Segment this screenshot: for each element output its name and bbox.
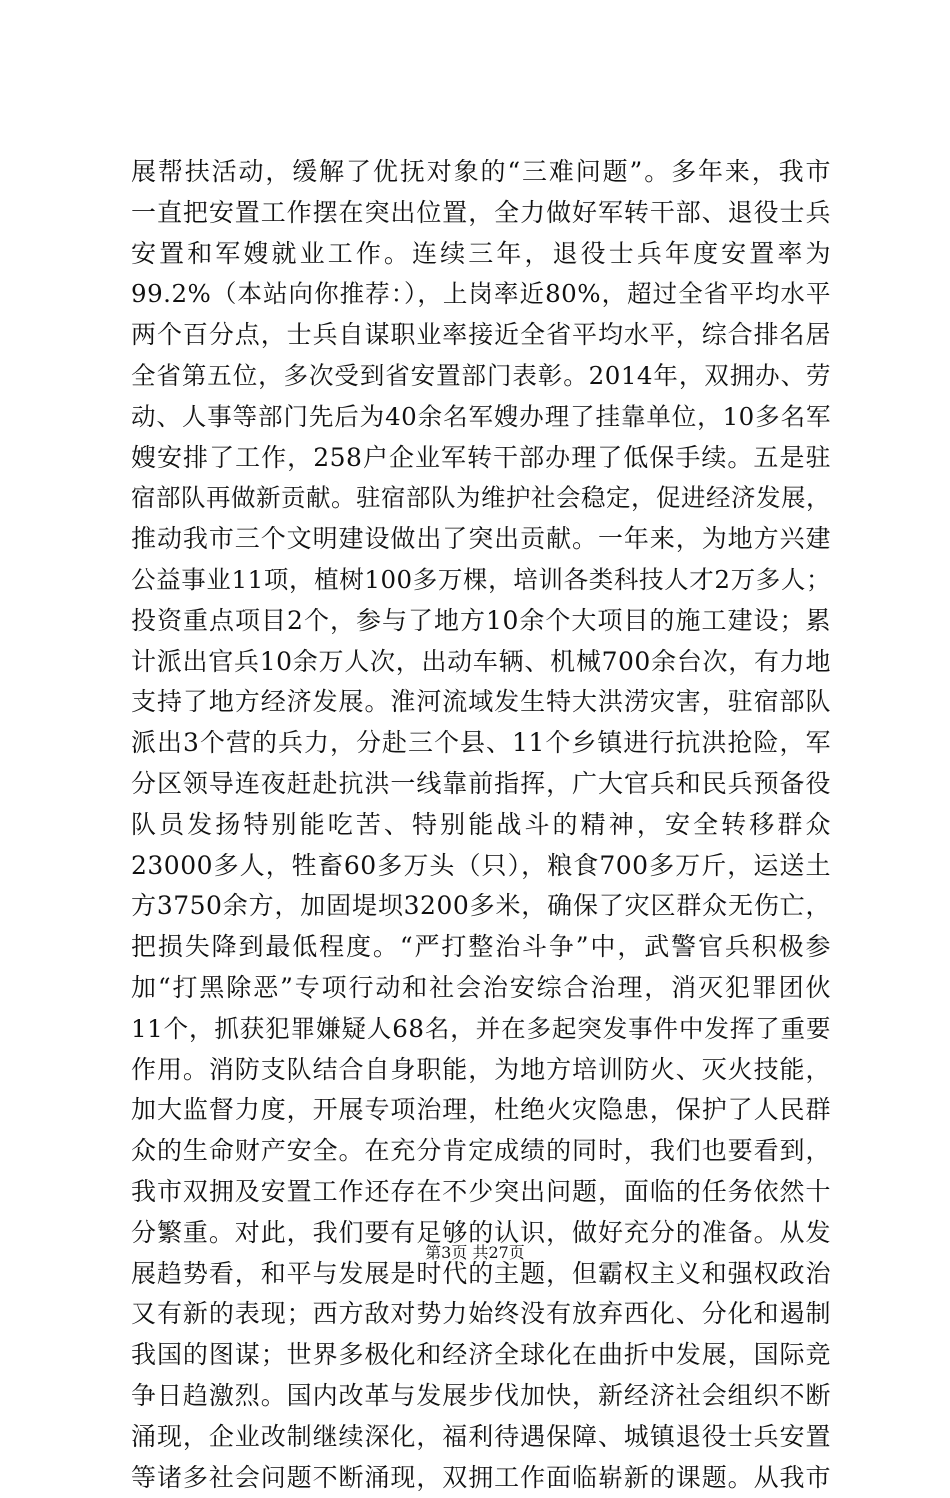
text-line: 投资重点项目2个，参与了地方10余个大项目的施工建设；累 xyxy=(131,601,831,642)
text-line: 99.2%（本站向你推荐：），上岗率近80%，超过全省平均水平 xyxy=(131,274,831,315)
text-line: 加大监督力度，开展专项治理，杜绝火灾隐患，保护了人民群 xyxy=(131,1090,831,1131)
text-line: 涌现，企业改制继续深化，福利待遇保障、城镇退役士兵安置 xyxy=(131,1417,831,1458)
text-line: 我市双拥及安置工作还存在不少突出问题，面临的任务依然十 xyxy=(131,1172,831,1213)
text-line: 加“打黑除恶”专项行动和社会治安综合治理，消灭犯罪团伙 xyxy=(131,968,831,1009)
page-number: 第3页 共27页 xyxy=(0,1243,950,1263)
text-line: 展帮扶活动，缓解了优抚对象的“三难问题”。多年来，我市 xyxy=(131,152,831,193)
body-text xyxy=(131,152,831,1498)
text-line: 队员发扬特别能吃苦、特别能战斗的精神，安全转移群众 xyxy=(131,805,831,846)
text-line: 展趋势看，和平与发展是时代的主题，但霸权主义和强权政治 xyxy=(131,1254,831,1295)
text-line: 宿部队再做新贡献。驻宿部队为维护社会稳定，促进经济发展， xyxy=(131,478,831,519)
text-line: 两个百分点，士兵自谋职业率接近全省平均水平，综合排名居 xyxy=(131,315,831,356)
text-line: 争日趋激烈。国内改革与发展步伐加快，新经济社会组织不断 xyxy=(131,1376,831,1417)
text-line: 动、人事等部门先后为40余名军嫂办理了挂靠单位，10多名军 xyxy=(131,397,831,438)
text-line: 11个，抓获犯罪嫌疑人68名，并在多起突发事件中发挥了重要 xyxy=(131,1009,831,1050)
text-line: 把损失降到最低程度。“严打整治斗争”中，武警官兵积极参 xyxy=(131,927,831,968)
text-line: 派出3个营的兵力，分赴三个县、11个乡镇进行抗洪抢险，军 xyxy=(131,723,831,764)
text-line: 方3750余方，加固堤坝3200多米，确保了灾区群众无伤亡， xyxy=(131,886,831,927)
text-line: 安置和军嫂就业工作。连续三年，退役士兵年度安置率为 xyxy=(131,234,831,275)
text-line: 支持了地方经济发展。淮河流域发生特大洪涝灾害，驻宿部队 xyxy=(131,682,831,723)
text-line: 我国的图谋；世界多极化和经济全球化在曲折中发展，国际竞 xyxy=(131,1335,831,1376)
text-line: 分区领导连夜赶赴抗洪一线靠前指挥，广大官兵和民兵预备役 xyxy=(131,764,831,805)
text-line: 分繁重。对此，我们要有足够的认识，做好充分的准备。从发 xyxy=(131,1213,831,1254)
text-line: 一直把安置工作摆在突出位置，全力做好军转干部、退役士兵 xyxy=(131,193,831,234)
text-line: 计派出官兵10余万人次，出动车辆、机械700余台次，有力地 xyxy=(131,642,831,683)
text-line: 嫂安排了工作，258户企业军转干部办理了低保手续。五是驻 xyxy=(131,438,831,479)
text-line: 全省第五位，多次受到省安置部门表彰。2014年，双拥办、劳 xyxy=(131,356,831,397)
text-line: 众的生命财产安全。在充分肯定成绩的同时，我们也要看到， xyxy=(131,1131,831,1172)
text-line: 23000多人，牲畜60多万头（只），粮食700多万斤，运送土 xyxy=(131,846,831,887)
text-line: 等诸多社会问题不断涌现，双拥工作面临崭新的课题。从我市 xyxy=(131,1458,831,1498)
text-line: 又有新的表现；西方敌对势力始终没有放弃西化、分化和遏制 xyxy=(131,1294,831,1335)
text-line: 作用。消防支队结合自身职能，为地方培训防火、灭火技能， xyxy=(131,1050,831,1091)
text-line: 公益事业11项，植树100多万棵，培训各类科技人才2万多人； xyxy=(131,560,831,601)
text-line: 推动我市三个文明建设做出了突出贡献。一年来，为地方兴建 xyxy=(131,519,831,560)
